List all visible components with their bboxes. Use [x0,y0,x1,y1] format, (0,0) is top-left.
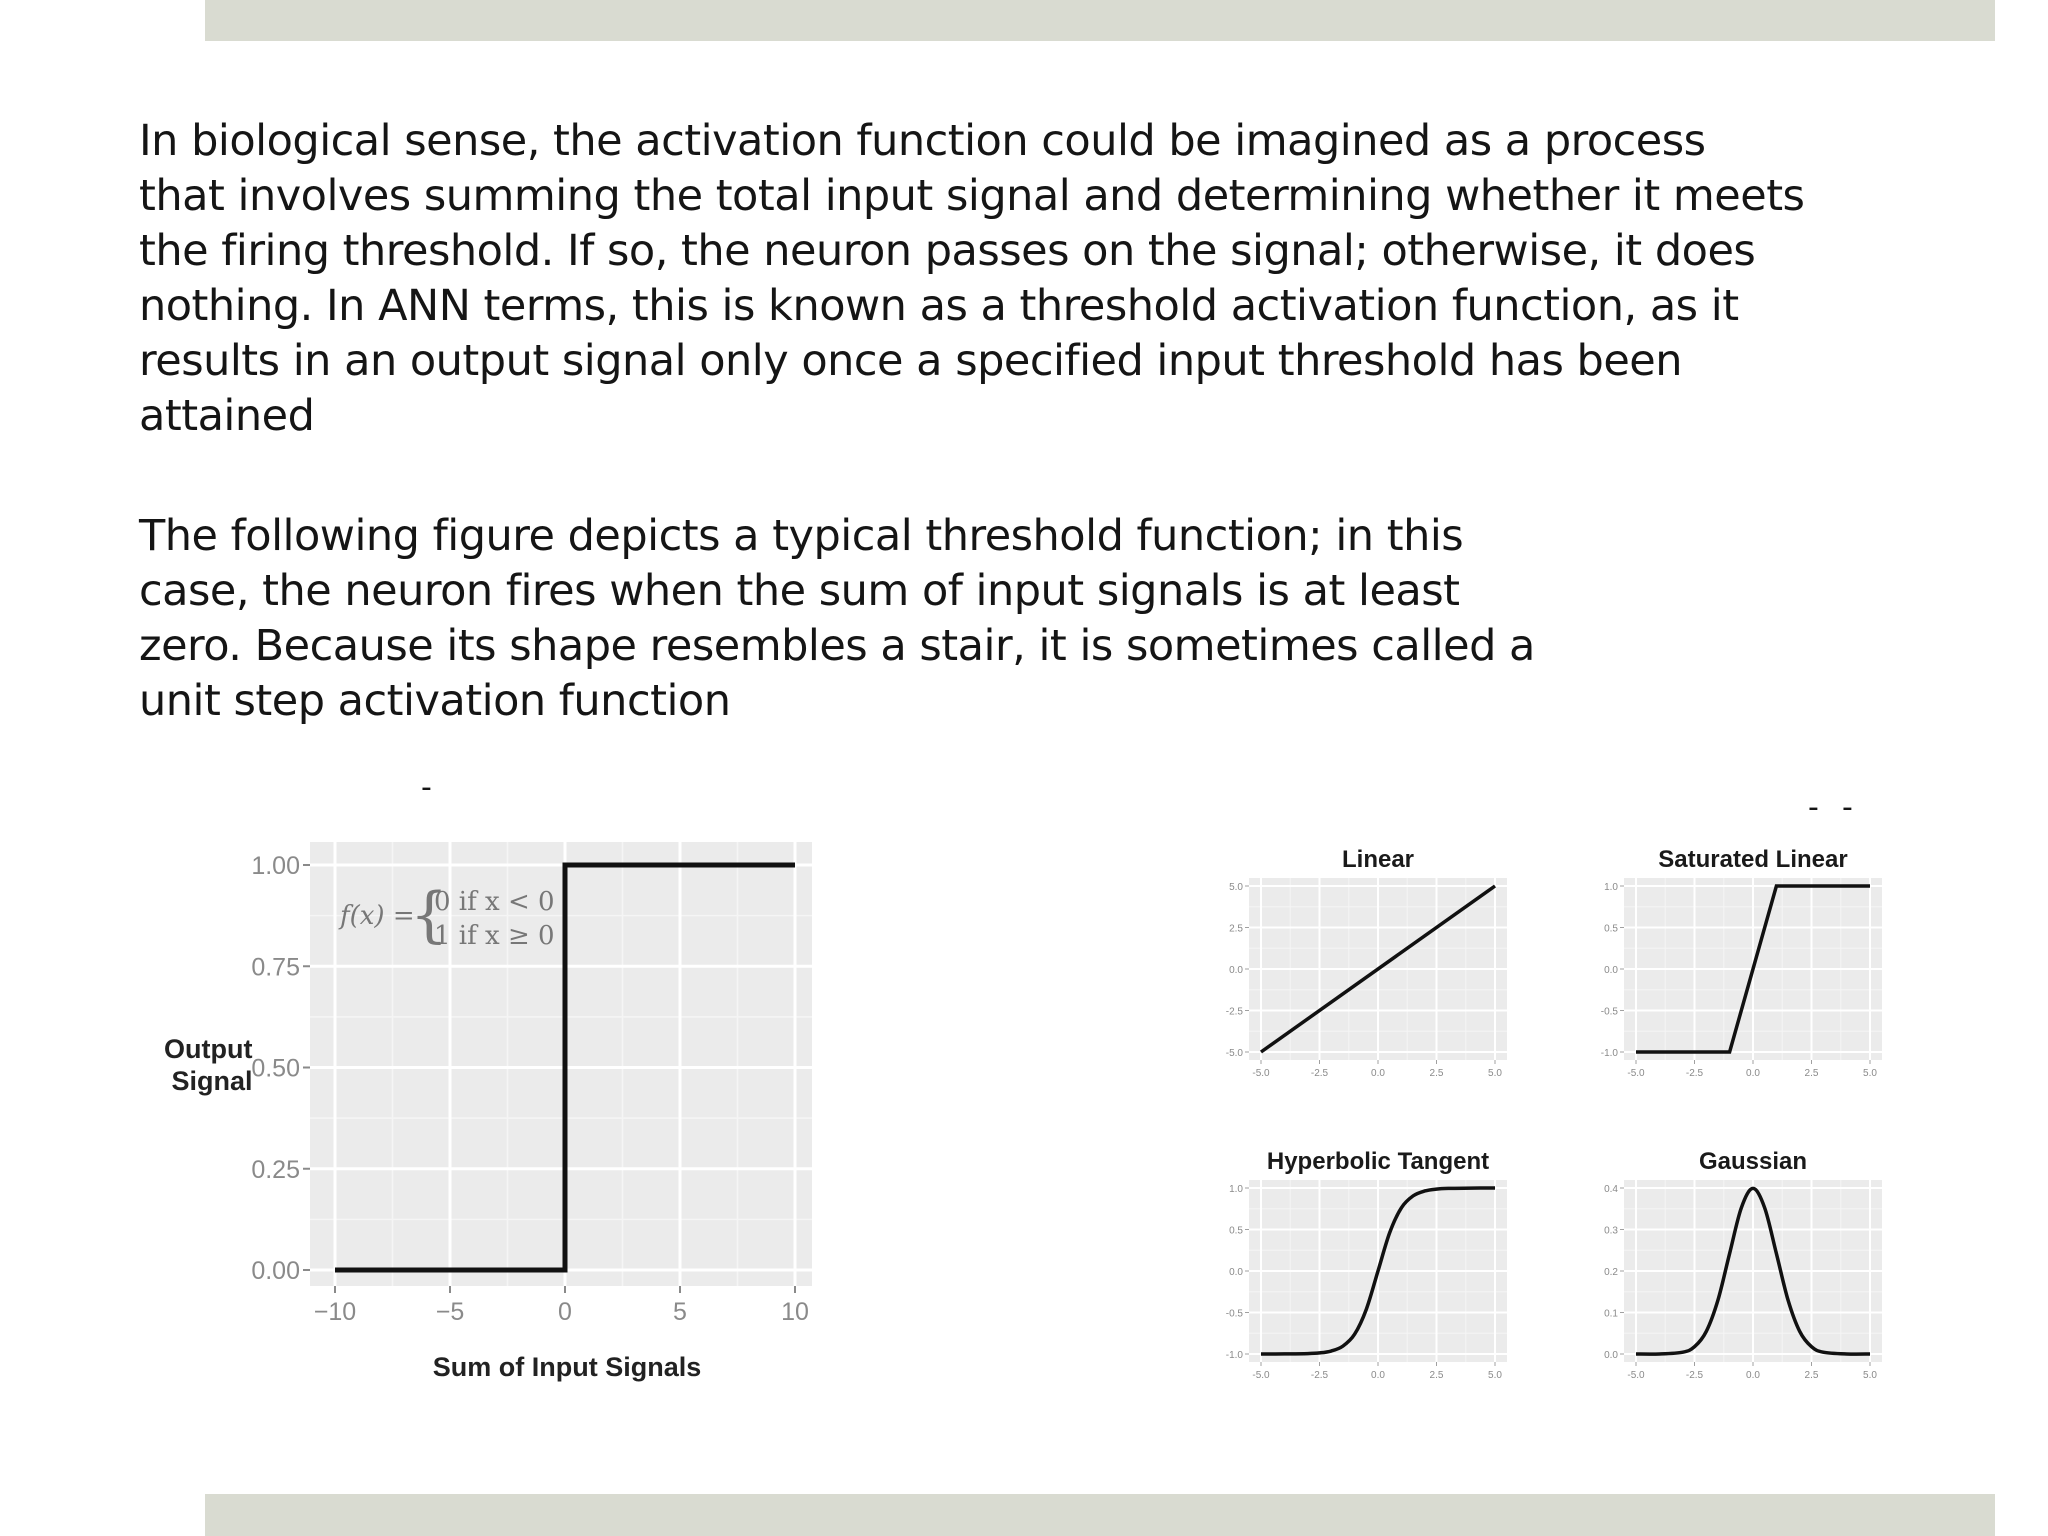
y-tick-label: 5.0 [1229,882,1243,893]
x-tick-label: 0 [558,1298,572,1326]
y-tick-label: -1.0 [1600,1048,1618,1059]
x-tick-label: -5.0 [1627,1068,1645,1079]
x-tick-label: −10 [313,1298,357,1326]
x-tick-label: -2.5 [1310,1370,1329,1381]
y-axis-label-line-2: Signal [171,1066,253,1096]
x-tick-label: 5.0 [1488,1068,1502,1079]
x-tick-label: 2.5 [1804,1068,1819,1079]
formula-case-2: 1 if x ≥ 0 [434,921,555,951]
y-tick-label: 0.50 [251,1054,300,1083]
y-tick-label: 0.2 [1604,1267,1618,1278]
y-axis-label-line-1: Output [164,1034,253,1064]
paragraph-threshold-intro: In biological sense, the activation function could be imagined as a process that involves summing the total input signal and determining whether it meets the firing threshold. If so, the neuron passes on the signal; otherwise, it does nothing. In ANN terms, this is known as a threshold activation function, as it results in an output signal only once a specified input threshold has been attained [139,116,1805,441]
x-tick-label: -5.0 [1627,1370,1645,1381]
panel-plot [1604,1180,1882,1381]
y-axis-label [164,1034,260,1096]
y-tick-label: 0.00 [251,1257,300,1285]
y-tick-label: 0.0 [1229,965,1243,976]
x-tick-label: 5.0 [1863,1370,1877,1381]
y-tick-label: 0.0 [1604,1350,1618,1361]
x-tick-label: 5 [673,1298,687,1326]
panel-title: Hyperbolic Tangent [1266,1148,1490,1175]
x-tick-label: 0.0 [1746,1370,1760,1381]
panel-title: Saturated Linear [1658,846,1848,873]
x-tick-label: 5.0 [1863,1068,1877,1079]
x-tick-label: -5.0 [1252,1068,1270,1079]
hyperbolic-tangent-panel [1205,1144,1565,1404]
formula-brace: { [410,880,449,950]
x-tick-label: 0.0 [1371,1068,1385,1079]
x-tick-label: 2.5 [1429,1370,1444,1381]
y-tick-label: 1.0 [1229,1184,1243,1195]
x-tick-label: 0.0 [1371,1370,1385,1381]
x-tick-label: 5.0 [1488,1370,1502,1381]
y-tick-label: -5.0 [1225,1048,1243,1059]
saturated-linear-panel [1580,842,1940,1102]
panel-plot [1226,1180,1507,1381]
linear-panel [1205,842,1565,1102]
x-tick-label: 10 [781,1298,809,1326]
y-tick-label: 0.5 [1229,1225,1243,1237]
y-tick-label: 0.4 [1604,1184,1618,1195]
x-tick-label: -5.0 [1252,1370,1270,1381]
x-tick-label: 0.0 [1746,1068,1760,1079]
y-tick-label: -0.5 [1225,1308,1243,1320]
x-axis-label: Sum of Input Signals [432,1352,702,1382]
stray-dash-mark: - [1842,790,1853,825]
y-tick-label: 0.0 [1604,965,1618,976]
paragraph-step-function: The following figure depicts a typical threshold function; in this case, the neuron fires when the sum of input signals is at least zero. Because its shape resembles a stair, it is sometimes called a unit step activation function [139,511,1535,726]
x-tick-label: −5 [435,1298,465,1326]
x-tick-label: -2.5 [1310,1068,1329,1079]
y-tick-label: 0.1 [1604,1308,1618,1320]
y-tick-label: 0.5 [1604,923,1618,935]
stray-dash-mark: - [421,770,432,805]
y-tick-labels [251,852,310,1285]
y-tick-label: 1.0 [1604,882,1618,893]
gaussian-panel [1580,1144,1940,1404]
y-tick-label: 2.5 [1229,923,1243,935]
x-tick-labels [314,1286,809,1326]
formula-lhs: f(x) = [340,901,415,931]
x-tick-label: 2.5 [1429,1068,1444,1079]
panel-title: Linear [1341,846,1415,873]
x-tick-label: -2.5 [1685,1370,1704,1381]
x-tick-label: -2.5 [1685,1068,1704,1079]
step-function-chart [164,840,830,1400]
x-tick-label: 2.5 [1804,1370,1819,1381]
slide-top-band [205,0,1995,41]
y-tick-label: 0.0 [1229,1267,1243,1278]
formula-case-1: 0 if x < 0 [434,887,555,917]
y-tick-label: 1.00 [251,852,300,880]
y-tick-label: 0.3 [1604,1225,1618,1237]
panel-plot [1226,878,1507,1079]
y-tick-label: 0.75 [251,953,300,982]
y-tick-label: 0.25 [251,1155,300,1184]
y-tick-label: -0.5 [1600,1006,1618,1018]
panel-plot [1601,878,1882,1079]
y-tick-label: -1.0 [1225,1350,1243,1361]
stray-dash-mark: - [1808,790,1819,825]
panel-title: Gaussian [1698,1148,1808,1175]
y-tick-label: -2.5 [1225,1006,1243,1018]
slide-bottom-band [205,1494,1995,1536]
